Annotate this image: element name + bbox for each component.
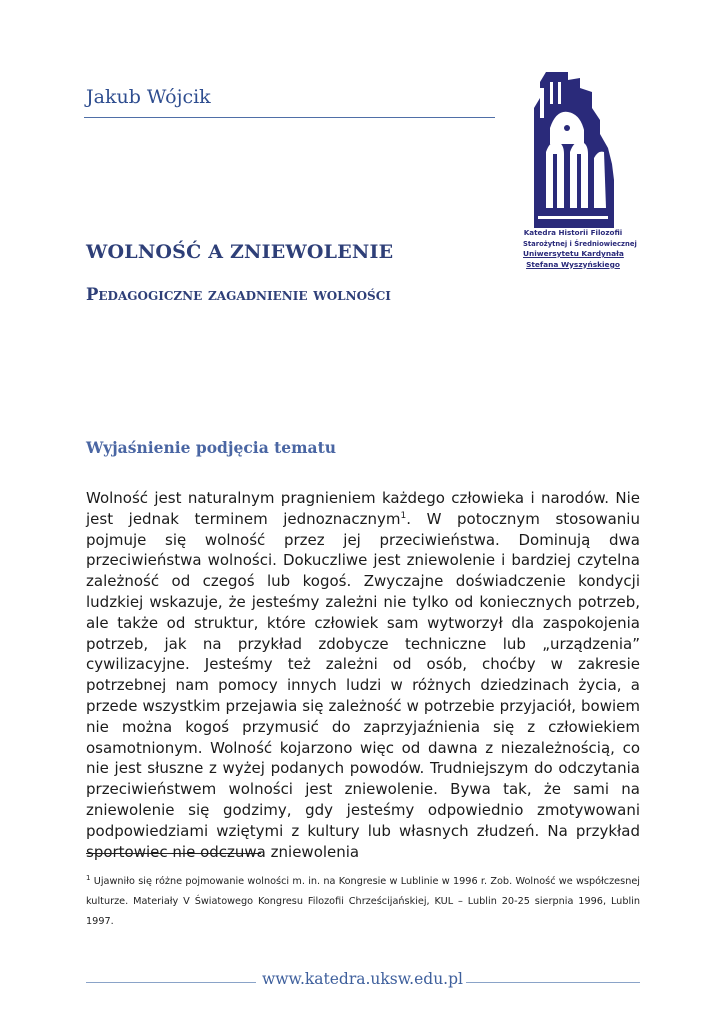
footer-url-link[interactable]: www.katedra.uksw.edu.pl (262, 970, 463, 988)
author-name: Jakub Wójcik (86, 86, 211, 108)
logo-line-4: Stefana Wyszyńskiego (526, 259, 620, 269)
footnote (86, 872, 640, 931)
body-paragraph (86, 488, 640, 862)
logo-caption (523, 228, 637, 270)
section-heading: Wyjaśnienie podjęcia tematu (86, 438, 337, 457)
logo-line-3: Uniwersytetu Kardynała (523, 249, 624, 258)
footnote-text: Ujawniło się różne pojmowanie wolności m. in. na Kongresie w Lublinie w 1996 r. Zob. Wolność we współczesnej kulturze. Materiały V Światowego Kongresu Filozofii Chrześcijańskiej, KUL – Lublin 20-25 sierpnia 1996, Lublin 1997. (86, 876, 640, 927)
logo-line-1: Katedra Historii Filozofii (523, 228, 623, 237)
footer-rule-left (86, 982, 256, 983)
logo-line-2: Starożytnej i Średniowiecznej (523, 239, 637, 248)
body-text-part-2: . W potocznym stosowaniu pojmuje się wolność przez jej przeciwieństwa. Dominują dwa przeciwieństwa wolności. Dokuczliwe jest zniewolenie i bardziej czytelna zależność od czegoś lub kogoś. Zwyczajne doświadczenie kondycji ludzkiej wskazuje, że jesteśmy zależni nie tylko od koniecznych potrzeb, ale także od struktur, które człowiek sam wytworzył dla zaspokojenia potrzeb, jak na przykład zdobycze techniczne lub „urządzenia” cywilizacyjne. Jesteśmy też zależni od osób, choćby w zakresie potrzebnej nam pomocy innych ludzi w różnych dziedzinach życia, a przede wszystkim przejawia się zależność w potrzebie przyjaciół, bowiem nie można kogoś przymusić do zaprzyjaźnienia się z człowiekiem osamotnionym. Wolność kojarzono więc od dawna z niezależnością, co nie jest słuszne z wyżej podanych powodów. Trudniejszym do odczytania przeciwieństwem wolności jest zniewolenie. Bywa tak, że sami na zniewolenie się godzimy, gdy jesteśmy odpowiednio zmotywowani podpowiedziami wziętymi z kultury lub własnych złudzeń. Na przykład sportowiec nie odczuwa zniewolenia (86, 509, 640, 861)
footnote-reference[interactable]: 1 (400, 510, 407, 521)
author-underline (84, 117, 495, 118)
document-subtitle: Pedagogiczne zagadnienie wolności (86, 285, 391, 304)
body-text-part-1: Wolność jest naturalnym pragnieniem każdego człowieka i narodów. Nie jest jednak terminem jednoznacznym (86, 489, 640, 528)
footnote-number: 1 (86, 873, 91, 882)
footer-rule-right (466, 982, 640, 983)
footnote-separator (86, 853, 261, 854)
document-title: WOLNOŚĆ A ZNIEWOLENIE (86, 241, 394, 263)
